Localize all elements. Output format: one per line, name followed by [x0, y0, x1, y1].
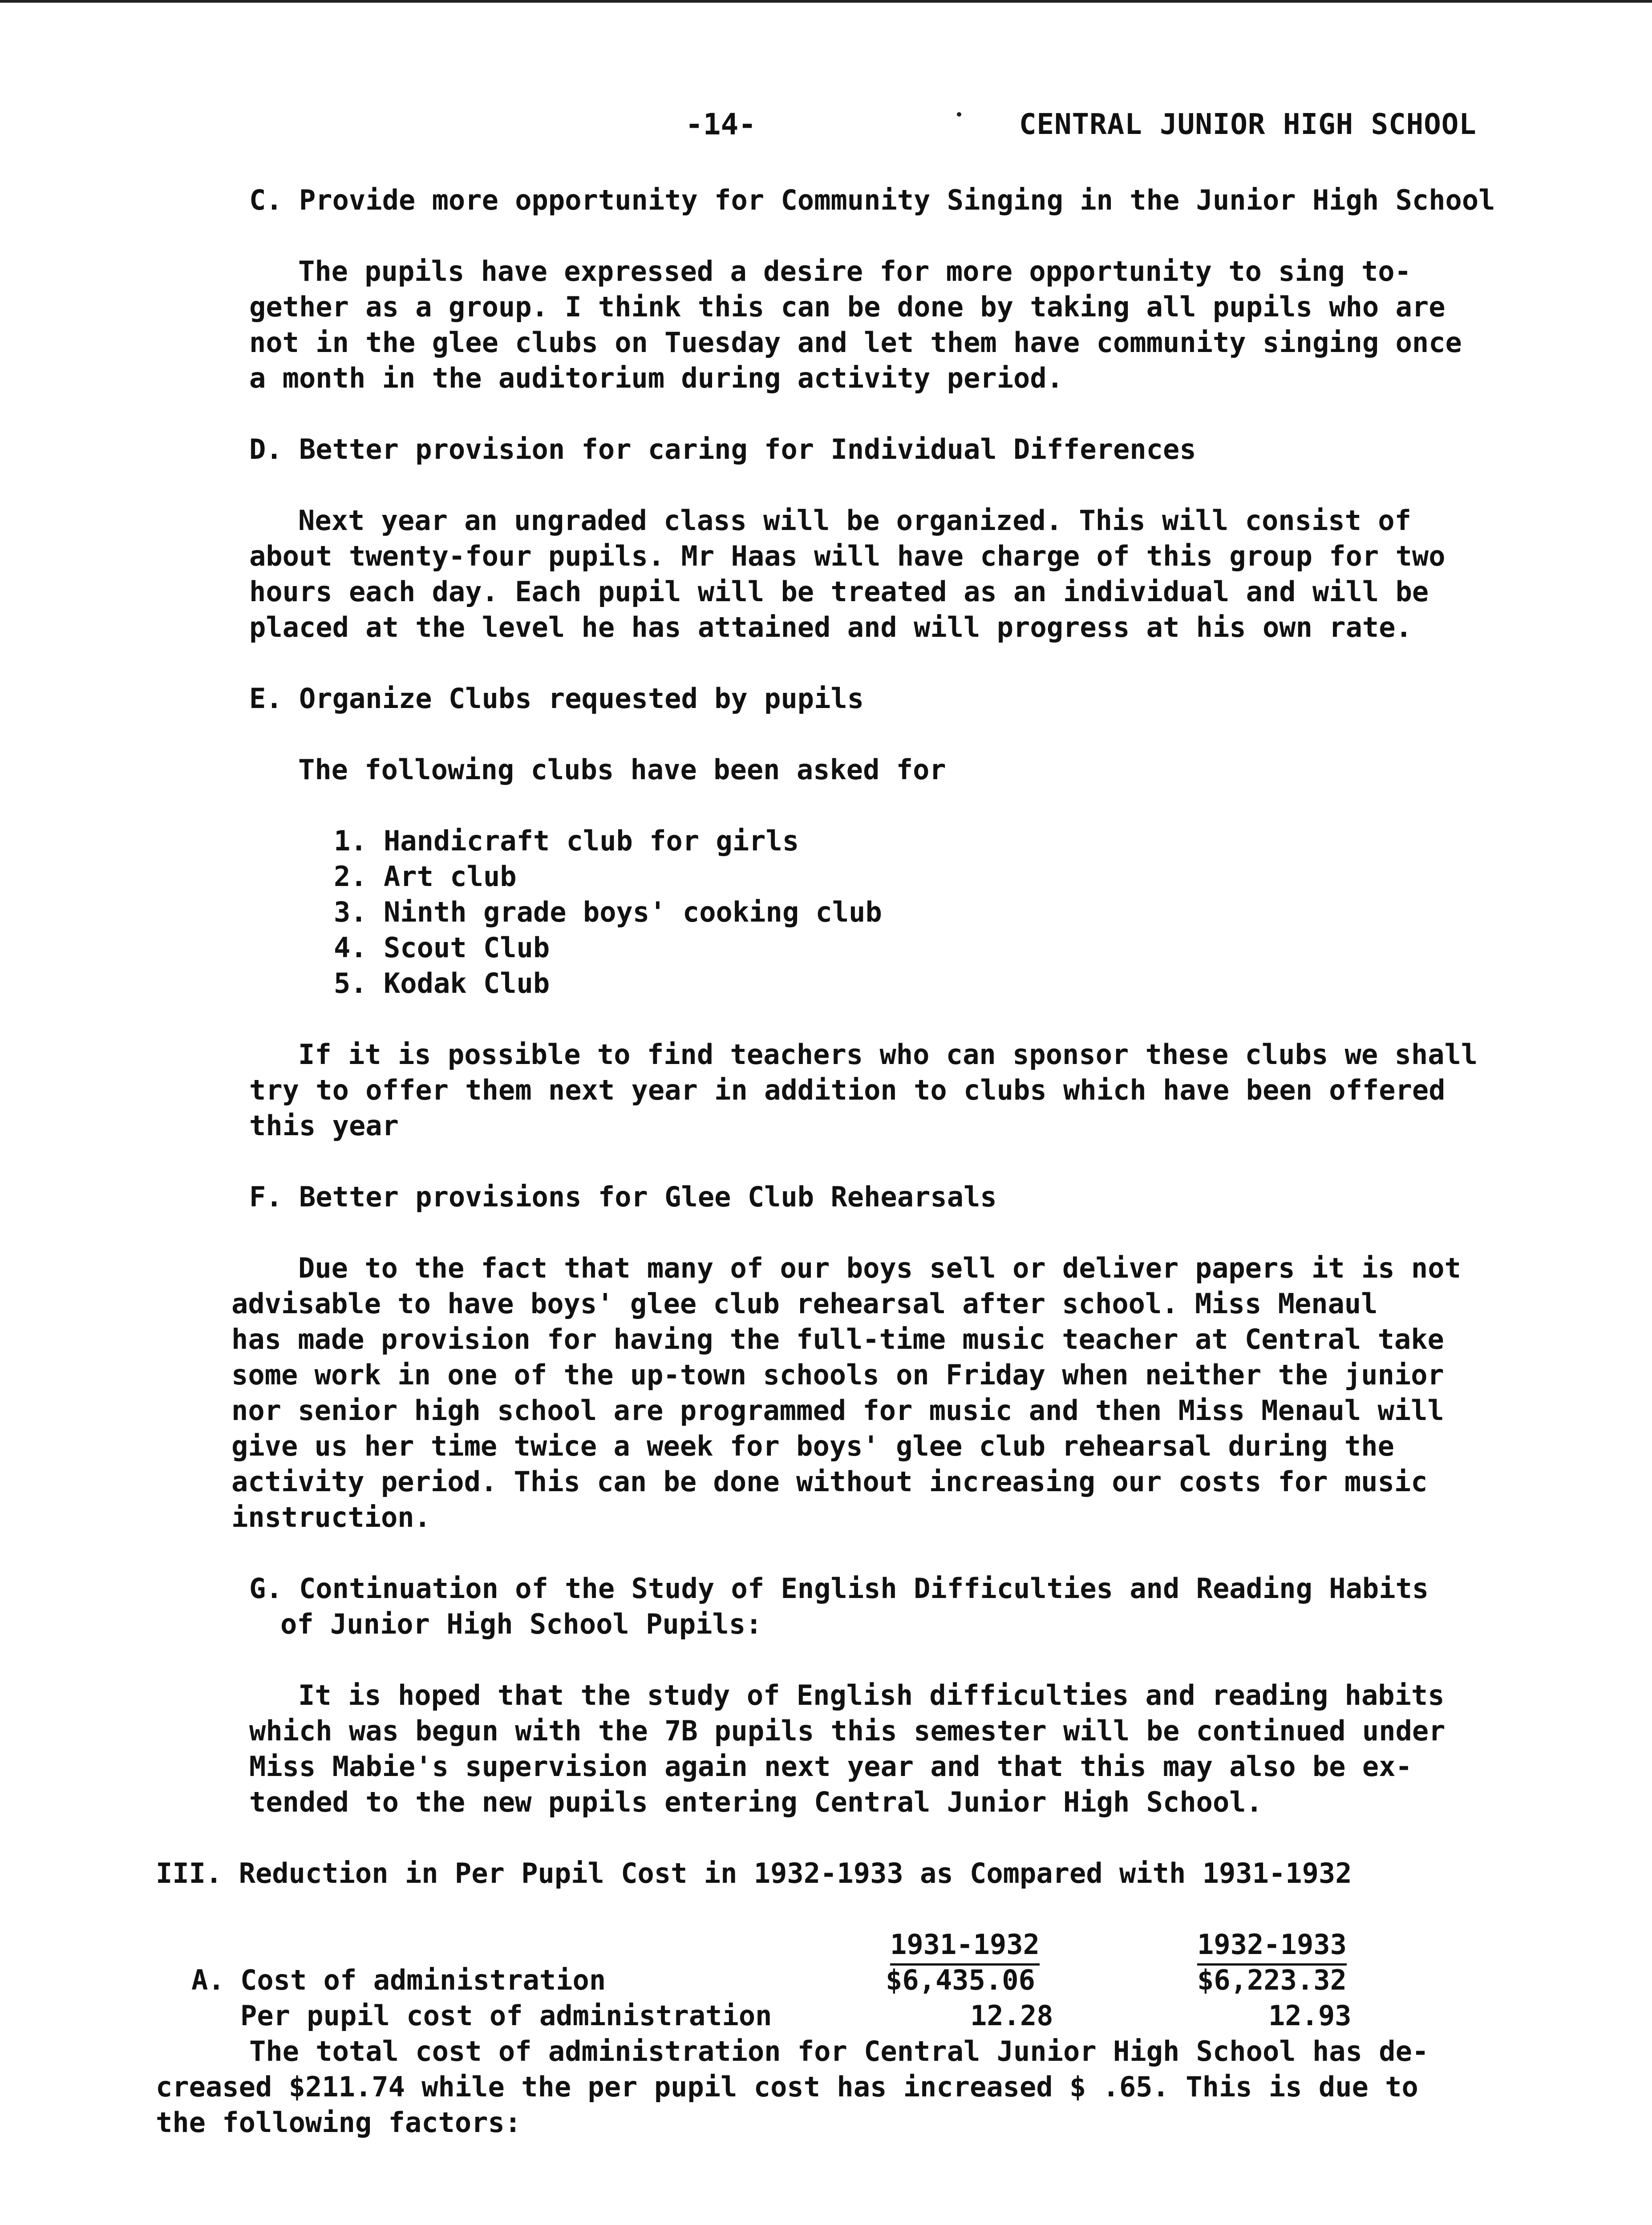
section-e-line: try to offer them next year in addition to clubs which have been offered: [249, 1074, 1446, 1106]
section-d-line: about twenty-four pupils. Mr Haas will have charge of this group for two: [249, 540, 1446, 572]
page-number: -14-: [685, 107, 756, 142]
section-d-line: hours each day. Each pupil will be treated as an individual and will be: [249, 575, 1429, 608]
table-row-marker: A.: [191, 1964, 225, 1996]
section-d-heading: D. Better provision for caring for Individual Differences: [249, 433, 1196, 465]
section-f-line: has made provision for having the full-time music teacher at Central take: [231, 1323, 1444, 1355]
section-c-line: not in the glee clubs on Tuesday and let them have community singing once: [249, 326, 1462, 359]
section-e-intro: The following clubs have been asked for: [298, 753, 946, 786]
section-f-line: nor senior high school are programmed for music and then Miss Menaul will: [231, 1394, 1444, 1427]
table-cell-value: 12.28: [970, 1999, 1053, 2032]
club-list-item: 4. Scout Club: [334, 931, 550, 964]
section-d-line: placed at the level he has attained and will progress at his own rate.: [249, 611, 1412, 643]
section-c-line: a month in the auditorium during activity period.: [249, 362, 1064, 394]
section-f-line: Due to the fact that many of our boys sell or deliver papers it is not: [298, 1252, 1461, 1284]
table-col-header-1931: 1931-1932: [890, 1927, 1040, 1966]
section-g-heading-continued: of Junior High School Pupils:: [280, 1608, 762, 1640]
table-col-header-1932: 1932-1933: [1197, 1927, 1347, 1966]
club-list-item: 1. Handicraft club for girls: [334, 825, 799, 857]
section-c-line: gether as a group. I think this can be done by taking all pupils who are: [249, 291, 1446, 323]
section-f-line: activity period. This can be done without increasing our costs for music: [231, 1465, 1428, 1498]
table-cell-value: $6,223.32: [1197, 1964, 1347, 1996]
school-name-header: CENTRAL JUNIOR HIGH SCHOOL: [1019, 108, 1477, 141]
section-g-line: which was begun with the 7B pupils this semester will be continued under: [249, 1715, 1446, 1747]
section-f-line: advisable to have boys' glee club rehearsal after school. Miss Menaul: [231, 1287, 1378, 1320]
section-e-heading: E. Organize Clubs requested by pupils: [249, 682, 864, 715]
club-list-item: 5. Kodak Club: [334, 967, 550, 999]
table-row-label: Per pupil cost of administration: [240, 1999, 772, 2032]
section-g-line: Miss Mabie's supervision again next year and that this may also be ex-: [249, 1750, 1412, 1783]
section-f-heading: F. Better provisions for Glee Club Rehearsals: [249, 1181, 997, 1213]
table-cell-value: $6,435.06: [886, 1964, 1035, 1996]
section-c-line: The pupils have expressed a desire for more opportunity to sing to-: [298, 255, 1411, 287]
section-d-line: Next year an ungraded class will be organized. This will consist of: [298, 504, 1411, 537]
club-list-item: 2. Art club: [334, 860, 517, 893]
section-iii-heading: III. Reduction in Per Pupil Cost in 1932-1933 as Compared with 1931-1932: [156, 1857, 1352, 1889]
section-g-line: tended to the new pupils entering Central Junior High School.: [249, 1786, 1263, 1818]
section-f-line: give us her time twice a week for boys' glee club rehearsal during the: [231, 1430, 1394, 1462]
section-e-line: this year: [249, 1109, 399, 1142]
table-row-label: Cost of administration: [240, 1964, 606, 1996]
section-e-line: If it is possible to find teachers who can sponsor these clubs we shall: [298, 1038, 1478, 1071]
section-f-line: instruction.: [231, 1501, 431, 1533]
table-cell-value: 12.93: [1268, 1999, 1352, 2032]
section-g-heading: G. Continuation of the Study of English Difficulties and Reading Habits: [249, 1572, 1429, 1605]
section-g-line: It is hoped that the study of English difficulties and reading habits: [298, 1679, 1445, 1711]
stray-ink-mark: [957, 112, 961, 117]
club-list-item: 3. Ninth grade boys' cooking club: [334, 896, 882, 928]
closing-line: The total cost of administration for Central Junior High School has de-: [249, 2035, 1429, 2067]
page-top-edge: [0, 0, 1652, 3]
closing-line: the following factors:: [156, 2106, 522, 2139]
section-c-heading: C. Provide more opportunity for Community Singing in the Junior High School: [249, 184, 1495, 216]
section-f-line: some work in one of the up-town schools on Friday when neither the junior: [231, 1359, 1444, 1391]
closing-line: creased $211.74 while the per pupil cost has increased $ .65. This is due to: [156, 2071, 1418, 2103]
